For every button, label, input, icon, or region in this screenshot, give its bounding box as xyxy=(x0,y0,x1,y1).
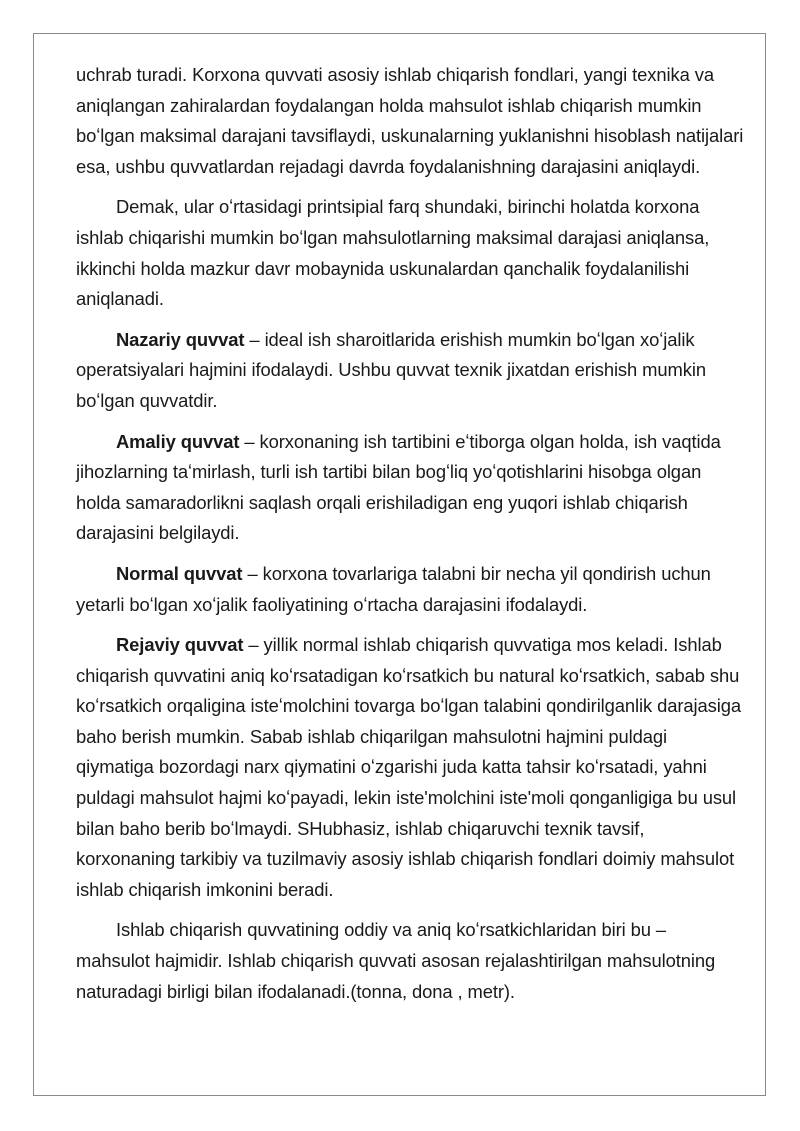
paragraph-text: – korxonaning ish tartibini eʻtiborga olgan holda, ish vaqtida jihozlarning taʻmirlash, turli ish tartibi bilan bogʻliq yoʻqotishlarini hisobga olgan holda samaradorlikni saqlash orqali erishiladigan eng yuqori ishlab chiqarish darajasini belgilaydi. xyxy=(76,430,721,544)
paragraph-normal-capacity xyxy=(76,559,744,620)
term-theoretical-capacity: Nazariy quvvat xyxy=(116,328,245,350)
paragraph-text: Demak, ular oʻrtasidagi printsipial farq shundaki, birinchi holatda korxona ishlab chiqarishi mumkin boʻlgan mahsulotlarning maksimal darajasi aniqlansa, ikkinchi holda mazkur davr mobaynida uskunalardan qanchalik foydalanilishi aniqlanadi. xyxy=(76,196,710,310)
paragraph-text: Ishlab chiqarish quvvatining oddiy va aniq koʻrsatkichlaridan biri bu – mahsulot hajmidir. Ishlab chiqarish quvvati asosan rejalashtirilgan mahsulotning naturadagi birligi bilan ifodalanadi.(tonna, dona , metr). xyxy=(76,919,716,1002)
paragraph-continuation xyxy=(76,60,744,182)
term-normal-capacity: Normal quvvat xyxy=(116,562,243,584)
paragraph-text: uchrab turadi. Korxona quvvati asosiy ishlab chiqarish fondlari, yangi texnika va aniqlangan zahiralardan foydalangan holda mahsulot ishlab chiqarish mumkin boʻlgan maksimal darajani tavsiflaydi, uskunalarning yuklanishni hisoblash natijalari esa, ushbu quvvatlardan rejadagi davrda foydalanishning darajasini aniqlaydi. xyxy=(76,64,744,177)
paragraph-theoretical-capacity xyxy=(76,325,744,417)
paragraph-text: – korxona tovarlariga talabni bir necha yil qondirish uchun yetarli boʻlgan xoʻjalik faoliyatining oʻrtacha darajasini ifodalaydi. xyxy=(76,562,711,615)
paragraph-planned-capacity xyxy=(76,630,744,905)
paragraph-difference xyxy=(76,192,744,314)
term-planned-capacity: Rejaviy quvvat xyxy=(116,634,244,656)
term-practical-capacity: Amaliy quvvat xyxy=(116,430,240,452)
paragraph-text: – yillik normal ishlab chiqarish quvvatiga mos keladi. Ishlab chiqarish quvvatini aniq koʻrsatadigan koʻrsatkich bu natural koʻrsatkich, sabab shu koʻrsatkich orqaligina isteʻmolchini tovarga boʻlgan talabini qondirilganlik darajasiga baho berish mumkin. Sabab ishlab chiqarilgan mahsulotni hajmini puldagi qiymatiga bozordagi narx qiymatini oʻzgarishi juda katta tahsir koʻrsatadi, yahni puldagi mahsulot hajmi koʻpayadi, lekin iste'molchini iste'moli qonganligiga bu usul bilan baho berib boʻlmaydi. SHubhasiz, ishlab chiqaruvchi texnik tavsif, korxonaning tarkibiy va tuzilmaviy asosiy ishlab chiqarish fondlari doimiy mahsulot ishlab chiqarish imkonini beradi. xyxy=(76,634,741,900)
paragraph-text: – ideal ish sharoitlarida erishish mumkin boʻlgan xoʻjalik operatsiyalari hajmini ifodalaydi. Ushbu quvvat texnik jixatdan erishish mumkin boʻlgan quvvatdir. xyxy=(76,328,706,411)
paragraph-practical-capacity xyxy=(76,427,744,549)
document-body xyxy=(76,60,744,1017)
paragraph-output-volume xyxy=(76,915,744,1007)
